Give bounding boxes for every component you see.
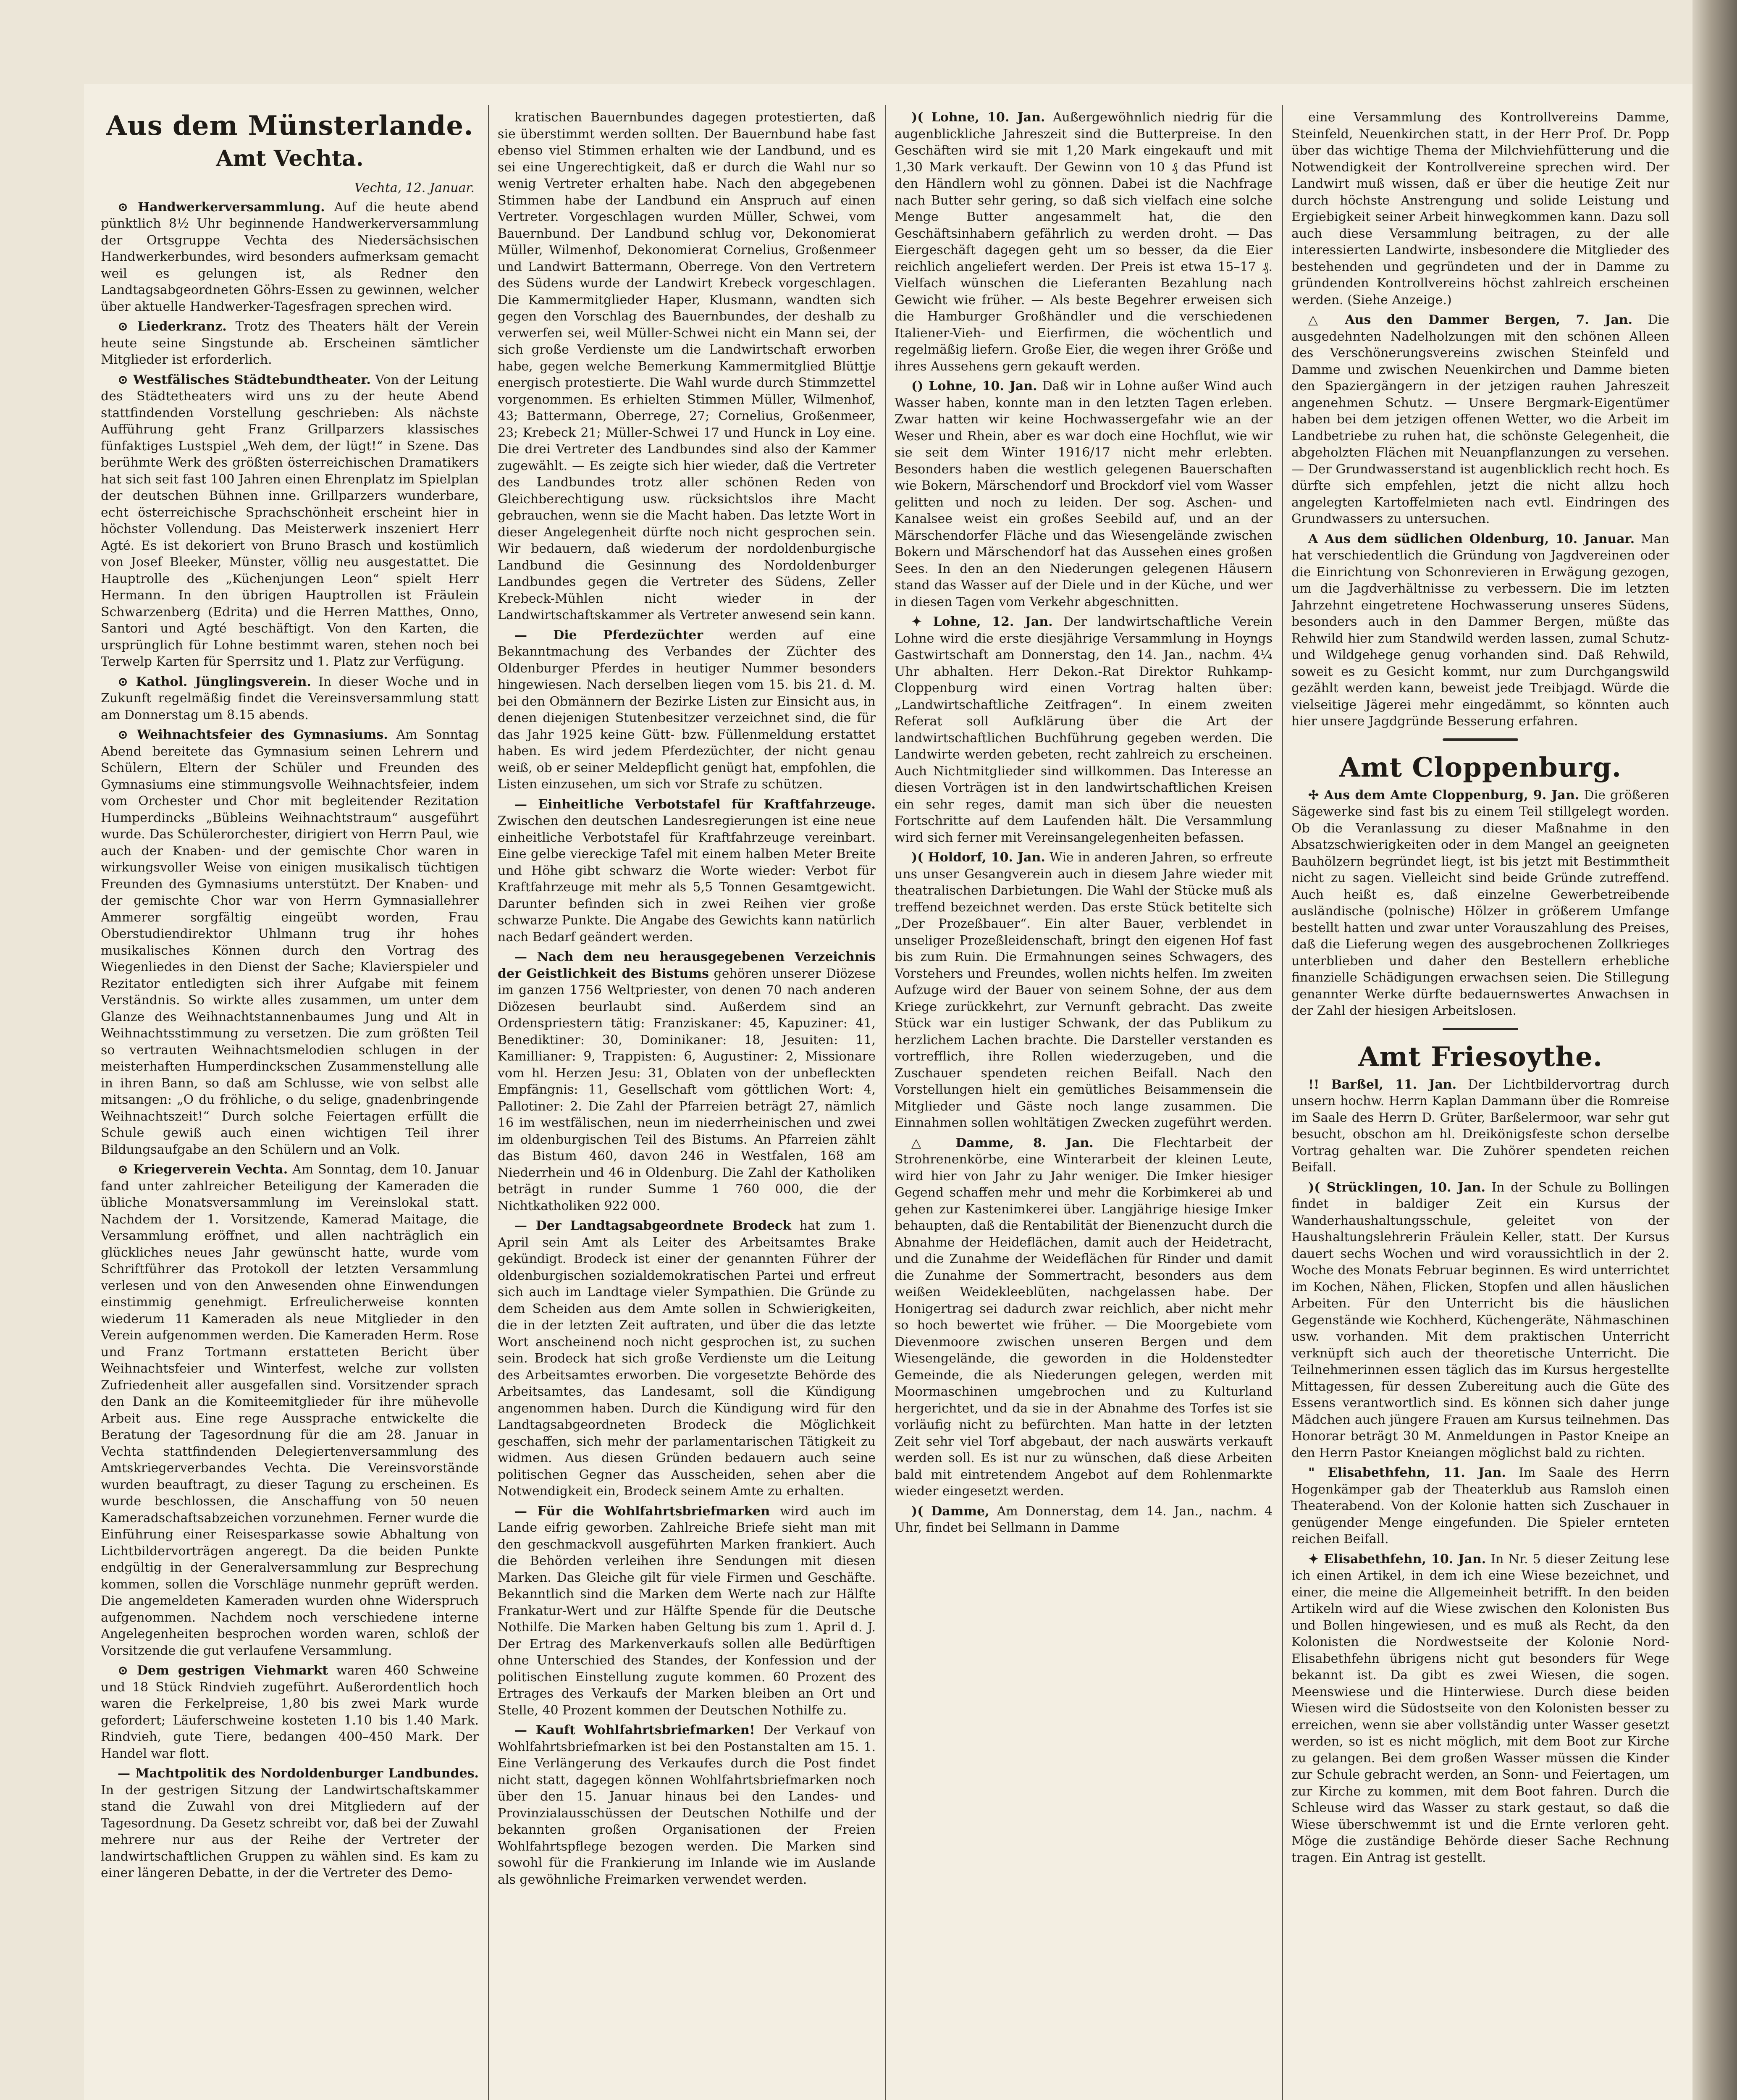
article-heading: — Kauft Wohlfahrtsbriefmarken! <box>514 1723 755 1738</box>
article-text: werden auf eine Bekanntmachung des Verbandes der Züchter des Oldenburger Pferdes in heutiger Nummer besonders hingewiesen. Nach derselben liegen vom 15. bis 21. d. M. bei den Obmännern der Bezirke Listen zur Einsicht aus, in denen diejenigen Stutenbesitzer verzeichnet sind, die für das Jahr 1925 keine Gütt- bzw. Füllenmeldung erstattet haben. Es wird jedem Pferdezüchter, der nicht genau weiß, ob er seiner Meldepflicht genügt hat, empfohlen, die Listen einzusehen, um sich vor Strafe zu schützen. <box>498 627 876 792</box>
article-text: Trotz des Theaters hält der Verein heute seine Singstunde ab. Erscheinen sämtlicher Mitglieder ist erforderlich. <box>101 319 479 367</box>
article-heading: — Nach dem neu herausgegebenen Verzeichnis der Geistlichkeit des Bistums <box>498 950 876 981</box>
article-text: Im Saale des Herrn Hogenkämper gab der Theaterklub aus Ramsloh einen Theaterabend. Von der Kolonie hatten sich Zuschauer in genügender Menge eingefunden. Die Spieler ernteten reichen Beifall. <box>1291 1465 1669 1546</box>
article-text: Der Lichtbildervortrag durch unsern hochw. Herrn Kaplan Dammann über die Romreise im Saale des Herrn D. Grüter, Barßelermoor, war sehr gut besucht, obschon am hl. Dreikönigsfeste schon derselbe Vortrag gehalten war. Die Zuhörer spendeten reichen Beifall. <box>1291 1077 1669 1175</box>
article-text: In dieser Woche und in Zukunft regelmäßig findet die Vereinsversammlung statt am Donnerstag um 8.15 abends. <box>101 674 479 722</box>
dateline: Vechta, 12. Januar. <box>354 181 475 195</box>
article-list <box>1291 787 1669 1019</box>
article-heading: ⊙ Kriegerverein Vechta. <box>118 1162 288 1177</box>
article-heading: ✢ Aus dem Amte Cloppenburg, 9. Jan. <box>1308 788 1580 803</box>
article-heading: ⊙ Dem gestrigen Viehmarkt <box>118 1663 328 1678</box>
article-paragraph <box>895 849 1273 1131</box>
article-paragraph <box>1291 1551 1669 1866</box>
article-text: Man hat verschiedentlich die Gründung von Jagdvereinen oder die Einrichtung von Schonrevieren in Erwägung gezogen, um die Jagdverhältnisse zu verbessern. Die im letzten Jahrzehnt eingetretene Hochwasserung unseres Südens, besonders auch in den Dammer Bergen, müßte das Rehwild hier zum Standwild werden lassen, zumal Schutz- und Wildgehege genug vorhanden sind. Daß Rehwild, soweit es zu Gesicht kommt, nur zum Durchgangswild gezählt werden kann, beweist jede Treibjagd. Würde die vielseitige Jägerei mehr eingedämmt, so könnten auch hier unsere Jagdgründe Besserung erfahren. <box>1291 531 1669 729</box>
column-rule <box>1282 105 1283 2100</box>
article-list <box>101 199 479 1882</box>
article-paragraph <box>101 1765 479 1882</box>
article-paragraph <box>101 199 479 315</box>
page-edge <box>1692 0 1737 2100</box>
article-heading: — Der Landtagsabgeordnete Brodeck <box>514 1218 792 1233</box>
article-heading: )( Strücklingen, 10. Jan. <box>1308 1180 1485 1195</box>
article-text: Die ausgedehnten Nadelholzungen mit den schönen Alleen des Verschönerungsvereins zwischen Steinfeld und Damme und zwischen Neuenkirchen und Damme bieten den Spaziergängern in der jetzigen rauhen Jahreszeit angenehmen Schutz. — Unsere Bergmark-Eigentümer haben bei dem jetzigen offenen Wetter, wo die Arbeit im Landbetriebe zu ruhen hat, die schönste Gelegenheit, die abgeholzten Flächen mit Neuanpflanzungen zu versehen. — Der Grundwasserstand ist augenblicklich recht hoch. Es dürfte sich empfehlen, jetzt die nicht allzu hoch angelegten Kartoffelmieten nach evtl. Eindringen des Grundwassers zu untersuchen. <box>1291 312 1669 526</box>
newspaper-page <box>84 84 1692 2100</box>
subsection-title: Amt Vechta. <box>216 146 364 171</box>
article-paragraph <box>101 1161 479 1659</box>
article-text: Von der Leitung des Städtetheaters wird uns zu der heute Abend stattfindenden Vorstellung geschrieben: Als nächste Aufführung geht Franz Grillparzers klassisches fünfaktiges Lustspiel „Weh dem, der lügt!“ in Szene. Das berühmte Werk des größten österreichischen Dramatikers hat sich seit fast 100 Jahren einen Ehrenplatz im Spielplan der deutschen Bühnen inne. Grillparzers wunderbare, echt österreichische Sprachschönheit erscheint hier in höchster Vollendung. Das Meisterwerk inszeniert Herr Agté. Es ist dekoriert von Bruno Brasch und kostümlich von Josef Bleeker, Münster, völlig neu ausgestattet. Die Hauptrolle des „Küchenjungen Leon“ spielt Herr Hermann. In den übrigen Hauptrollen ist Fräulein Schwarzenberg (Edrita) und die Herren Matthes, Onno, Santori und Agté beschäftigt. Von den Karten, die ursprünglich für Lohne bestimmt waren, stehen noch bei Terwelp Karten für Sperrsitz und 1. Platz zur Verfügung. <box>101 372 479 669</box>
article-paragraph <box>498 627 876 793</box>
article-text: Auf die heute abend pünktlich 8½ Uhr beginnende Handwerkerversammlung der Ortsgruppe Vechta des Niedersächsischen Handwerkerbundes, wird besonders aufmerksam gemacht weil es gelungen ist, als Redner den Landtagsabgeordneten Göhrs-Essen zu gewinnen, welcher über aktuelle Handwerker-Tagesfragen sprechen wird. <box>101 200 479 314</box>
article-heading: " Elisabethfehn, 11. Jan. <box>1308 1465 1506 1480</box>
article-heading: ✦ Elisabethfehn, 10. Jan. <box>1308 1551 1486 1567</box>
article-heading: — Für die Wohlfahrtsbriefmarken <box>514 1504 770 1519</box>
article-paragraph <box>895 109 1273 375</box>
article-list <box>1291 1076 1669 1866</box>
article-paragraph <box>895 614 1273 846</box>
article-paragraph <box>101 1662 479 1762</box>
article-paragraph <box>101 372 479 670</box>
article-text: hat zum 1. April sein Amt als Leiter des Arbeitsamtes Brake gekündigt. Brodeck ist einer der genannten Führer der oldenburgischen sozialdemokratischen Partei und erfreut sich auch im Landtage vieler Sympathien. Die Gründe zu dem Scheiden aus dem Amte sollen in Schwierigkeiten, die in der letzten Zeit auftraten, und über die das letzte Wort anscheinend noch nicht gesprochen ist, zu suchen sein. Brodeck hat sich große Verdienste um die Leitung des Arbeitsamtes erworben. Die vorgesetzte Behörde des Arbeitsamtes, das Landesamt, soll die Kündigung angenommen haben. Durch die Kündigung wird für den Landtagsabgeordneten Brodeck die Möglichkeit geschaffen, sich mehr der parlamentarischen Tätigkeit zu widmen. Aus diesen Gründen bedauern auch seine politischen Gegner das Ausscheiden, sehen aber die Notwendigkeit ein, Brodeck seinem Amte zu erhalten. <box>498 1218 876 1499</box>
article-paragraph <box>498 1218 876 1500</box>
section-title-cloppenburg: Amt Cloppenburg. <box>1339 751 1622 783</box>
article-text: wird auch im Lande eifrig geworben. Zahlreiche Briefe sieht man mit den geschmackvoll ausgeführten Marken frankiert. Auch die Behörden verleihen ihre Sendungen mit diesen Marken. Das Gleiche gilt für viele Firmen und Geschäfte. Bekanntlich sind die Marken dem Werte nach zur Hälfte Frankatur-Wert und zur Hälfte Spende für die Deutsche Nothilfe. Die Marken haben Geltung bis zum 1. April d. J. Der Ertrag des Markenverkaufs sollen alle Bedürftigen ohne Unterschied des Standes, der Konfession und der politischen Einstellung zugute kommen. 60 Prozent des Ertrages des Verkaufs der Marken bleiben an Ort und Stelle, 40 Prozent kommen der Deutschen Nothilfe zu. <box>498 1504 876 1718</box>
column-2 <box>498 109 876 2100</box>
article-paragraph <box>895 1503 1273 1536</box>
article-heading: — Die Pferdezüchter <box>514 627 703 643</box>
section-title: Aus dem Münsterlande. <box>106 110 474 142</box>
article-text: Außergewöhnlich niedrig für die augenblickliche Jahreszeit sind die Butterpreise. In den Geschäften wird sie mit 1,20 Mark eingekauft und mit 1,30 Mark verkauft. Der Gewinn von 10 ₰ das Pfund ist den Händlern wohl zu gönnen. Dabei ist die Nachfrage nach Butter sehr gering, so daß sich vielfach eine solche Menge Butter angesammelt hat, die den Geschäftsinhabern gefährlich zu werden droht. — Das Eiergeschäft dagegen geht um so besser, da die Eier reichlich angeliefert werden. Der Preis ist etwa 15–17 ₰. Vielfach wünschen die Lieferanten Bezahlung nach Gewicht wie früher. — Als beste Begehrer erweisen sich die Hamburger Großhändler und die verschiedenen Italiener-Vieh- und Eierfirmen, die wöchentlich und regelmäßig liefern. Große Eier, die wegen ihrer Größe und ihres Aussehens gern gekauft werden. <box>895 110 1273 374</box>
article-text: In der Schule zu Bollingen findet in baldiger Zeit ein Kursus der Wanderhaushaltungsschule, geleitet von der Haushaltungslehrerin Fräulein Keller, statt. Der Kursus dauert sechs Wochen und wird voraussichtlich in der 2. Woche des Monats Februar beginnen. Es wird unterrichtet im Kochen, Nähen, Flicken, Stopfen und allen häuslichen Arbeiten. Für den Unterricht bis die häuslichen Gegenstände wie Kochherd, Küchengeräte, Nähmaschinen usw. vorhanden. Mit dem praktischen Unterricht verknüpft sich auch der theoretische Unterricht. Die Teilnehmerinnen essen täglich das im Kursus hergestellte Mittagessen, für dessen Zubereitung auch die Güte des Essens verantwortlich sind. Es können sich daher junge Mädchen auch jüngere Frauen am Kursus teilnehmen. Das Honorar beträgt 30 M. Anmeldungen in Pastor Kneipe an den Herrn Pastor Kneiangen möglichst bald zu richten. <box>1291 1180 1669 1460</box>
column-4 <box>1291 109 1669 2100</box>
article-paragraph <box>1291 531 1669 730</box>
article-paragraph <box>1291 1076 1669 1176</box>
article-text: kratischen Bauernbundes dagegen protestierten, daß sie überstimmt werden sollten. Der Bauernbund habe fast ebenso viel Stimmen erhalten wie der Landbund, und es sei eine Ungerechtigkeit, daß er durch die Wahl nur so wenig Vertreter erhalten habe. Nach den abgegebenen Stimmen habe der Landbund ein Anspruch auf einen Vertreter. Vorgeschlagen wurden Müller, Schwei, vom Bauernbund. Der Landbund schlug vor, Dekonomierat Müller, Wilmenhof, Dekonomierat Cornelius, Großenmeer und Landwirt Battermann, Oberrege. Von den Vertretern des Südens wurde der Landwirt Krebeck vorgeschlagen. Die Kammermitglieder Haper, Klusmann, wandten sich gegen den Vorschlag des Bauernbundes, der deshalb zu verwerfen sei, weil Müller-Schwei nicht ein Mann sei, der sich große Verdienste um die Landwirtschaft erworben habe, gegen welche Bemerkung Kammermitglied Blüttje energisch protestierte. Die Wahl wurde durch Stimmzettel vorgenommen. Es erhielten Stimmen Müller, Wilmenhof, 43; Battermann, Oberrege, 27; Cornelius, Großenmeer, 23; Krebeck 21; Müller-Schwei 17 und Hunck in Loy eine. Die drei Vertreter des Landbundes sind also der Kammer zugewählt. — Es zeigte sich hier wieder, daß die Vertreter des Landbundes trotz aller schönen Reden von Gleichberechtigung usw. rücksichtslos ihre Macht gebrauchen, wenn sie die Macht haben. Das letzte Wort in dieser Angelegenheit dürfte noch nicht gesprochen sein. Wir bedauern, daß wiederum der nordoldenburgische Landbund die Gesinnung des Nordoldenburger Landbundes gegen die Vertreter des Südens, Zeller Krebeck-Mühlen nicht wieder in der Landwirtschaftskammer als Vertreter anwesend sein kann. <box>498 110 876 622</box>
article-paragraph <box>101 674 479 724</box>
article-list <box>1291 109 1669 741</box>
article-text: Zwischen den deutschen Landesregierungen ist eine neue einheitliche Verbotstafel für Kraftfahrzeuge vereinbart. Eine gelbe viereckige Tafel mit einem halben Meter Breite und Höhe gibt schwarz die Worte wieder: Verbot für Kraftfahrzeuge mit mehr als 5,5 Tonnen Gesamtgewicht. Darunter befinden sich in zwei Reihen vier große schwarze Punkte. Die Angabe des Gewichts kann natürlich nach Bedarf geändert werden. <box>498 814 876 945</box>
article-paragraph <box>101 318 479 368</box>
article-heading: — Einheitliche Verbotstafel für Kraftfahrzeuge. <box>514 797 876 812</box>
article-heading: ⊙ Handwerkerversammlung. <box>118 200 325 215</box>
article-list <box>498 109 876 1888</box>
article-text: gehören unserer Diözese im ganzen 1756 Weltpriester, von denen 70 nach anderen Diözesen beurlaubt sind. Außerdem sind an Ordenspriestern tätig: Franziskaner: 45, Kapuziner: 41, Benediktiner: 30, Dominikaner: 18, Jesuiten: 11, Kamillianer: 9, Trappisten: 6, Augustiner: 2, Missionare vom hl. Herzen Jesu: 31, Oblaten von der unbefleckten Empfängnis: 11, Gesellschaft vom göttlichen Wort: 4, Pallotiner: 2. Die Zahl der Pfarreien beträgt 27, nämlich 16 im westfälischen, neun im niederrheinischen und zwei im oldenburgischen Teil des Bistums. An Pfarreien zählt das Bistum 460, davon 246 in Westfalen, 168 am Niederrhein und 46 in Oldenburg. Die Zahl der Katholiken beträgt in runder Summe 1 760 000, die der Nichtkatholiken 922 000. <box>498 966 876 1213</box>
article-paragraph <box>101 727 479 1158</box>
article-heading: ⊙ Weihnachtsfeier des Gymnasiums. <box>118 727 388 742</box>
article-paragraph <box>1291 1465 1669 1548</box>
column-3 <box>895 109 1273 2100</box>
article-text: In Nr. 5 dieser Zeitung lese ich einen Artikel, in dem ich eine Wiese bezeichnet, und einer, die meine die Allgemeinheit betrifft. In den beiden Artikeln wird auf die Wiese zwischen den Kolonisten Bus und Bollen hingewiesen, und es muß als Recht, da den Kolonisten die Nordwestseite der Kolonie Nord-Elisabethfehn übrigens nicht gut besonders für Wege bekannt ist. Da gibt es zwei Wiesen, die sogen. Meenswiese und die Hinterwiese. Durch diese beiden Wiesen wird die Südostseite von den Kolonisten besser zu erreichen, wenn sie aber vollständig unter Wasser gesetzt werden, so ist es nicht möglich, mit dem Boot zur Kirche zu gelangen. Bei dem großen Wasser müssen die Kinder zur Schule gebracht werden, an Sonn- und Feiertagen, um zur Kirche zu kommen, mit dem Boot fahren. Durch die Schleuse wird das Wasser zu stark gestaut, so daß die Wiese überschwemmt ist und die Ernte verloren geht. Möge die zuständige Behörde dieser Sache Rechnung tragen. Ein Antrag ist gestellt. <box>1291 1551 1669 1865</box>
article-heading: ⊙ Westfälisches Städtebundtheater. <box>118 372 371 387</box>
article-text: Am Sonntag, dem 10. Januar fand unter zahlreicher Beteiligung der Kameraden die übliche Monatsversammlung im Vereinslokal statt. Nachdem der 1. Vorsitzende, Kamerad Maitage, die Versammlung eröffnet, und allen nachträglich ein glückliches neues Jahr gewünscht hatte, wurde vom Schriftführer das Protokoll der letzten Versammlung verlesen und von den Anwesenden ohne Einwendungen einstimmig genehmigt. Erfreulicherweise konnten wiederum 11 Kameraden als neue Mitglieder in den Verein aufgenommen werden. Die Kameraden Herm. Rose und Franz Tortmann erstatteten Bericht über Weihnachtsfeier und Winterfest, welche zur vollsten Zufriedenheit aller ausgefallen sind. Vorsitzender sprach den Dank an die Komiteemitglieder für ihre mühevolle Arbeit aus. Eine rege Aussprache entwickelte die Beratung der Tagesordnung für die am 28. Januar in Vechta stattfindenden Delegiertenversammlung des Amtskriegerverbandes Vechta. Die Vereinsvorstände wurden beauftragt, zu dieser Tagung zu erscheinen. Es wurde beschlossen, die Anschaffung von 50 neuen Kameradschaftsabzeichen vorzunehmen. Ferner wurde die Einführung einer Reisesparkasse sowie Abhaltung von Lichtbildervorträgen angeregt. Da die beiden Punkte endgültig in der Generalversammlung zur Besprechung kommen, sollen die Vorschläge nunmehr geprüft werden. Die angemeldeten Kameraden wurden ohne Widerspruch aufgenommen. Nachdem noch verschiedene interne Angelegenheiten besprochen worden waren, schloß der Vorsitzende die gut verlaufene Versammlung. <box>101 1162 479 1658</box>
article-paragraph <box>498 796 876 946</box>
article-heading: )( Holdorf, 10. Jan. <box>911 850 1045 865</box>
article-heading: — Machtpolitik des Nordoldenburger Landbundes. <box>118 1766 479 1781</box>
article-heading: A Aus dem südlichen Oldenburg, 10. Januar. <box>1308 531 1635 546</box>
article-text: Die größeren Sägewerke sind fast bis zu einem Teil stillgelegt worden. Ob die Veranlassung zu dieser Maßnahme in den Absatzschwierigkeiten oder in dem Mangel an geeigneten Bauhölzern begründet liegt, ist bis jetzt mit Bestimmtheit nicht zu sagen. Vielleicht sind beide Gründe zutreffend. Auch heißt es, daß einzelne Gewerbetreibende ausländische (polnische) Hölzer in größerem Umfange bestellt hatten und zwar unter Vorauszahlung des Preises, daß die Lieferung wegen des ausgebrochenen Zollkrieges unterblieben und daher den Bestellern erhebliche finanzielle Schädigungen erwachsen seien. Die Stillegung genannter Werke dürfte bedauernswertes Anwachsen in der Zahl der hiesigen Arbeitslosen. <box>1291 788 1669 1018</box>
article-heading: ✦ Lohne, 12. Jan. <box>911 614 1053 629</box>
article-paragraph <box>1291 312 1669 528</box>
article-paragraph <box>1291 787 1669 1019</box>
article-text: eine Versammlung des Kontrollvereins Damme, Steinfeld, Neuenkirchen statt, in der Herr Prof. Dr. Popp über das wichtige Thema der Milchviehfütterung und die Notwendigkeit der Kontrollvereine sprechen wird. Der Landwirt muß wissen, daß er über die heutige Zeit nur durch höchste Anstrengung und solide Leistung und Ergiebigkeit seiner Arbeit hinwegkommen kann. Dazu soll auch diese Versammlung beitragen, zu der alle interessierten Landwirte, insbesondere die Mitglieder des bestehenden und gegründeten und der in Damme zu gründenden Kontrollvereins höchst zahlreich erscheinen werden. (Siehe Anzeige.) <box>1291 110 1669 307</box>
article-heading: () Lohne, 10. Jan. <box>911 379 1037 394</box>
column-1 <box>101 109 479 2100</box>
article-paragraph <box>498 949 876 1214</box>
article-heading: △ Damme, 8. Jan. <box>911 1135 1094 1150</box>
article-paragraph <box>498 1722 876 1888</box>
article-list <box>895 109 1273 1536</box>
article-text: waren 460 Schweine und 18 Stück Rindvieh zugeführt. Außerordentlich hoch waren die Ferkelpreise, 1,80 bis zwei Mark wurde gefordert; Läuferschweine kosteten 1.10 bis 1.40 Mark. Rindvieh, gute Tiere, bedangen 400–450 Mark. Der Handel war flott. <box>101 1663 479 1761</box>
separator <box>1443 738 1518 741</box>
column-rule <box>885 105 886 2100</box>
article-heading: ⊙ Kathol. Jünglingsverein. <box>118 674 311 689</box>
article-heading: )( Lohne, 10. Jan. <box>911 110 1045 125</box>
separator <box>1443 1028 1518 1030</box>
article-heading: △ Aus den Dammer Bergen, 7. Jan. <box>1308 312 1633 327</box>
article-heading: )( Damme, <box>911 1504 989 1519</box>
article-text: Der landwirtschaftliche Verein Lohne wird die erste diesjährige Versammlung in Hoyngs Gastwirtschaft am Donnerstag, den 14. Jan., nachm. 4¼ Uhr abhalten. Herr Dekon.-Rat Direktor Ruhkamp-Cloppenburg wird einen Vortrag halten über: „Landwirtschaftliche Zeitfragen“. In einem zweiten Referat soll Aufklärung über die Art der landwirtschaftlichen Buchführung gegeben werden. Die Landwirte werden gebeten, recht zahlreich zu erscheinen. Auch Nichtmitglieder sind willkommen. Das Interesse an diesen Vorträgen ist in den landwirtschaftlichen Kreisen ein sehr reges, damit man sich über die neuesten Fortschritte auf dem Laufenden hält. Die Versammlung wird sich ferner mit Vereinsangelegenheiten befassen. <box>895 614 1273 845</box>
article-paragraph <box>1291 1179 1669 1462</box>
article-text: Wie in anderen Jahren, so erfreute uns unser Gesangverein auch in diesem Jahre wieder mit theatralischen Darbietungen. Die Wahl der Stücke muß als treffend bezeichnet werden. Das erste Stück betitelte sich „Der Prozeßbauer“. Ein alter Bauer, verblendet in unseliger Prozeßleidenschaft, bringt den eigenen Hof fast bis zum Ruin. Die Ermahnungen seines Schwagers, des Vorstehers und Freundes, wollen nichts helfen. Im zweiten Aufzuge wird der Bauer von seinem Sohne, der aus dem Kriege zurückkehrt, zur Vernunft gebracht. Das zweite Stück war ein lustiger Schwank, der das Publikum zu herzlichem Lachen brachte. Die Darsteller verstanden es vortrefflich, ihre Rollen wiederzugeben, und die Zuschauer spendeten reichen Beifall. Nach den Vorstellungen hielt ein gemütliches Beisammensein die Mitglieder und Gäste noch lange zusammen. Die Einnahmen sollen wohltätigen Zwecken zugeführt werden. <box>895 850 1273 1130</box>
column-rule <box>488 105 489 2100</box>
article-paragraph <box>895 1135 1273 1500</box>
article-text: Der Verkauf von Wohlfahrtsbriefmarken ist bei den Postanstalten am 15. 1. Eine Verlängerung des Verkaufes durch die Post findet nicht statt, dagegen können Wohlfahrtsbriefmarken noch über den 15. Januar hinaus bei den Landes- und Provinzialausschüssen der Deutschen Nothilfe und der bekannten großen Organisationen der Freien Wohlfahrtspflege bezogen werden. Die Marken sind sowohl für die Frankierung im Inlande wie im Auslande als gewöhnliche Freimarken verwendet werden. <box>498 1723 876 1887</box>
article-paragraph <box>498 109 876 624</box>
article-text: Die Flechtarbeit der Strohrenenkörbe, eine Winterarbeit der kleinen Leute, wird hier von Jahr zu Jahr weniger. Die Imker hiesiger Gegend schaffen mehr und mehr die Korbimkerei ab und gehen zur Kastenimkerei über. Langjährige hiesige Imker behaupten, daß die Rentabilität der Bienenzucht durch die Abnahme der Heideflächen, damit auch der Heidetracht, und die Zunahme der Weideflächen für Rinder und damit die Zunahme der Sommertracht, besonders aus dem weißen Weidekleeblüten, nachgelassen habe. Der Honigertrag sei dadurch zwar reichlich, aber nicht mehr so hoch bewertet wie früher. — Die Moorgebiete vom Dievenmoore zwischen unseren Bergen und dem Wiesengelände, die geworden in die Holdenstedter Gemeinde, die als Niederungen gelegen, werden mit Moormaschinen umgebrochen und zu Kulturland hergerichtet, und da sie in der Abnahme des Torfes ist sie vorläufig nicht zu befürchten. Man hatte in der letzten Zeit sehr viel Torf abgebaut, der nach auswärts verkauft werden soll. Es ist nur zu wünschen, daß diese Arbeiten bald mit eintretendem Angebot auf dem Rohlenmarkte wieder eingesetzt werden. <box>895 1135 1273 1499</box>
article-text: Am Sonntag Abend bereitete das Gymnasium seinen Lehrern und Schülern, Eltern der Schüler und Freunden des Gymnasiums eine stimmungsvolle Weihnachtsfeier, indem vom Orchester und Chor mit begleitender Rezitation Humperdincks „Bübleins Weihnachtstraum“ ausgeführt wurde. Das Schülerorchester, dirigiert von Herrn Paul, wie auch der Knaben- und der gemischte Chor waren in wirkungsvoller Weise von einigen musikalisch tüchtigen Freunden des Gymnasiums unterstützt. Der Knaben- und der gemischte Chor war von Herrn Gymnasiallehrer Ammerer sorgfältig eingeübt worden, Frau Oberstudiendirektor Uhlmann trug ihr hohes musikalisches Können durch den Vortrag des Wiegenliedes in den Dienst der Sache; Klavierspieler und Rezitator entledigten sich ihrer Aufgabe mit feinem Verständnis. So wirkte alles zusammen, um unter dem Glanze des Weihnachtstannenbaumes Jung und Alt in Weihnachtsstimmung zu versetzen. Die zum größten Teil so vertrauten Weihnachtsmelodien schlugen in der meisterhaften Humperdinckschen Zusammenstellung alle in ihren Bann, so daß am Schlusse, wie von selbst alle mitsangen: „O du fröhliche, o du selige, gnadenbringende Weihnachtszeit!“ Durch solche Feiertagen erfüllt die Schule gewiß auch einen wichtigen Teil ihrer Bildungsaufgabe an den Schülern und an Volk. <box>101 727 479 1157</box>
article-text: In der gestrigen Sitzung der Landwirtschaftskammer stand die Zuwahl von drei Mitgliedern auf der Tagesordnung. Da Gesetz schreibt vor, daß bei der Zuwahl mehrere nur aus der Reihe der Vertreter der landwirtschaftlichen Gruppen zu wählen sind. Es kam zu einer längeren Debatte, in der die Vertreter des Demo- <box>101 1782 479 1880</box>
article-paragraph <box>895 378 1273 610</box>
article-paragraph <box>1291 109 1669 308</box>
article-paragraph <box>498 1503 876 1719</box>
article-heading: ⊙ Liederkranz. <box>118 319 227 334</box>
article-heading: !! Barßel, 11. Jan. <box>1308 1077 1457 1092</box>
article-text: Daß wir in Lohne außer Wind auch Wasser haben, konnte man in den letzten Tagen erleben. Zwar hatten wir keine Hochwassergefahr wie an der Weser und Rhein, aber es war doch eine Hochflut, wie wir sie seit dem Winter 1916/17 nicht mehr erlebten. Besonders haben die westlich gelegenen Bauerschaften wie Bokern, Märschendorf und Brockdorf viel vom Wasser gelitten und noch zu leiden. Der sog. Aschen- und Kanalsee weist ein großes Seebild auf, und an der Märschendorfer Fläche und das Wiesengelände zwischen Bokern und Märschendorf hat das Aussehen eines großen Sees. In den an den Niederungen gelegenen Häusern stand das Wasser auf der Diele und in der Küche, und wer in diesen Tagen vom Verkehr abgeschnitten. <box>895 379 1273 609</box>
article-text: Am Donnerstag, dem 14. Jan., nachm. 4 Uhr, findet bei Sellmann in Damme <box>895 1504 1273 1535</box>
section-title-friesoythe: Amt Friesoythe. <box>1358 1041 1603 1073</box>
